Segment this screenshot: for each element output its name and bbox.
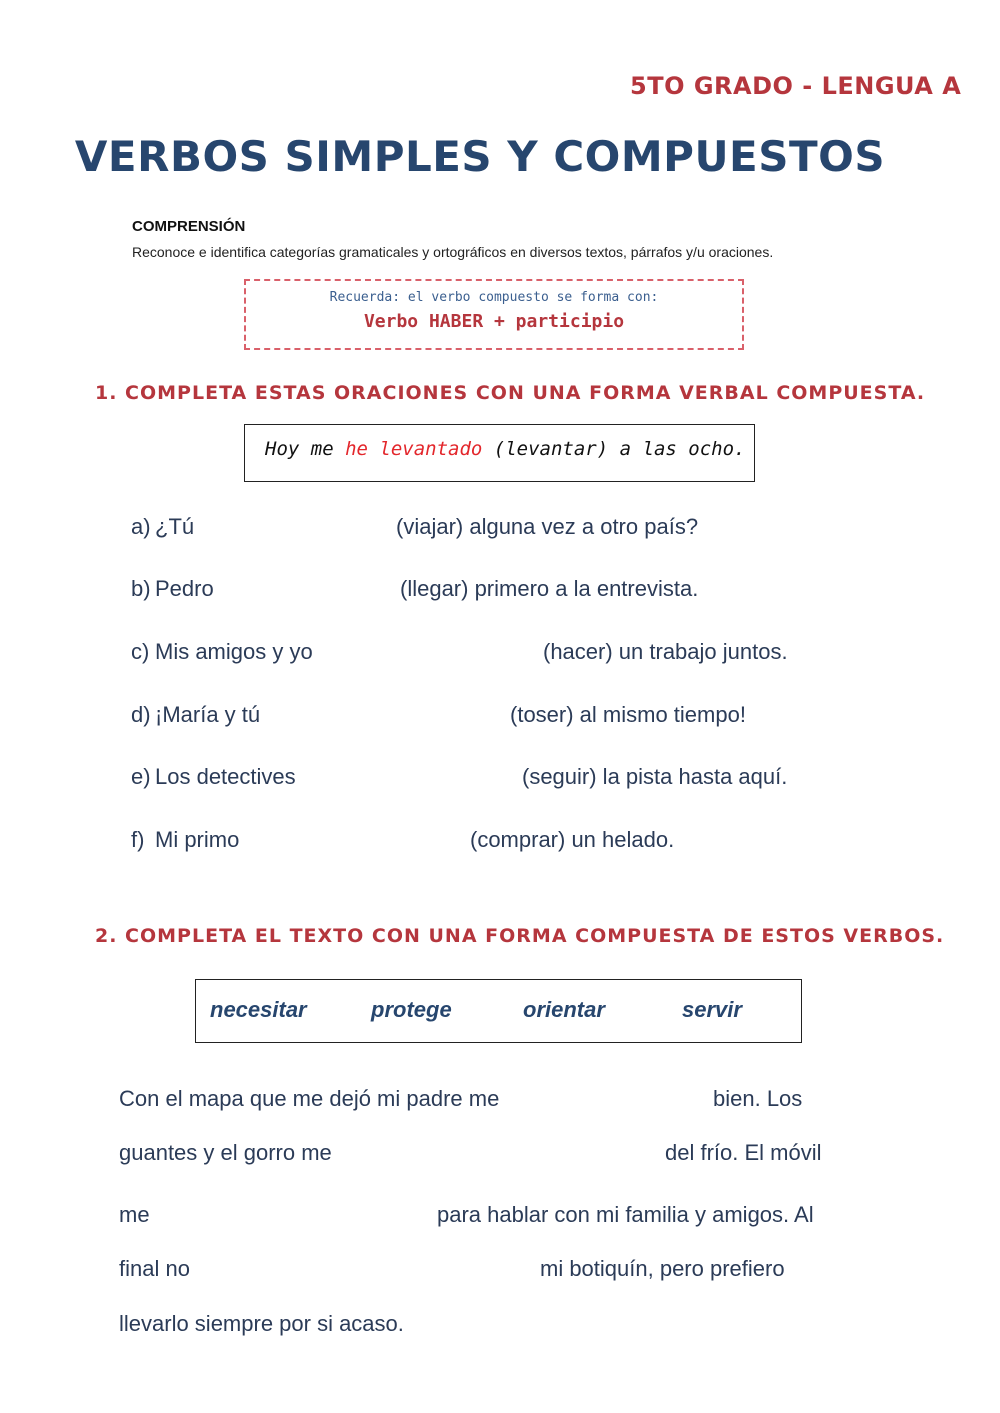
section-1-heading: 1. COMPLETA ESTAS ORACIONES CON UNA FORMA VERBAL COMPUESTA. [95,382,926,404]
verb-option: protege [371,997,452,1022]
comprension-heading: COMPRENSIÓN [132,218,246,235]
item-subject: ¡María y tú [155,702,261,727]
example-answer: he levantado [345,438,483,460]
text-line-1-left: Con el mapa que me dejó mi padre me [119,1086,500,1111]
grade-label: 5TO GRADO - LENGUA A [630,72,962,100]
item-c-rest: (hacer) un trabajo juntos. [543,639,788,664]
example-before: Hoy me [265,438,346,460]
text-line-4-right: mi botiquín, pero prefiero [540,1256,785,1281]
verb-option: servir [682,997,742,1022]
example-after: (levantar) a las ocho. [482,438,746,460]
section-2-heading: 2. COMPLETA EL TEXTO CON UNA FORMA COMPUESTA DE ESTOS VERBOS. [95,925,945,947]
text-line-4-left: final no [119,1256,190,1281]
item-a-start [131,514,194,540]
example-box [244,424,755,482]
item-e-start [131,764,296,790]
comprension-text: Reconoce e identifica categorías gramaticales y ortográficos en diversos textos, párrafos y/u oraciones. [132,244,774,260]
item-letter: d) [131,702,151,727]
text-line-2-right: del frío. El móvil [665,1140,822,1165]
item-subject: ¿Tú [155,514,195,539]
item-subject: Mis amigos y yo [155,639,313,664]
reminder-line-2: Verbo HABER + participio [363,311,625,332]
item-letter: c) [131,639,150,664]
item-letter: f) [131,827,145,852]
item-letter: e) [131,764,151,789]
text-line-5-left: llevarlo siempre por si acaso. [119,1311,404,1336]
reminder-line-1: Recuerda: el verbo compuesto se forma con: [329,290,659,305]
item-subject: Los detectives [155,764,296,789]
item-b-rest: (llegar) primero a la entrevista. [400,576,699,601]
text-line-3-right: para hablar con mi familia y amigos. Al [437,1202,814,1227]
item-b-start [131,576,214,602]
text-line-3-left: me [119,1202,150,1227]
item-subject: Pedro [155,576,214,601]
item-f-start [131,827,239,853]
item-f-rest: (comprar) un helado. [470,827,675,852]
item-letter: b) [131,576,151,601]
item-c-start [131,639,313,665]
text-line-1-right: bien. Los [713,1086,803,1111]
item-d-start [131,702,260,728]
item-e-rest: (seguir) la pista hasta aquí. [522,764,788,789]
text-line-2-left: guantes y el gorro me [119,1140,332,1165]
item-a-rest: (viajar) alguna vez a otro país? [396,514,699,539]
item-d-rest: (toser) al mismo tiempo! [510,702,746,727]
page-title: VERBOS SIMPLES Y COMPUESTOS [74,132,886,181]
verb-bank [195,979,802,1043]
verb-option: orientar [523,997,605,1022]
reminder-box [244,279,744,350]
item-letter: a) [131,514,151,539]
verb-option: necesitar [210,997,307,1022]
item-subject: Mi primo [155,827,240,852]
